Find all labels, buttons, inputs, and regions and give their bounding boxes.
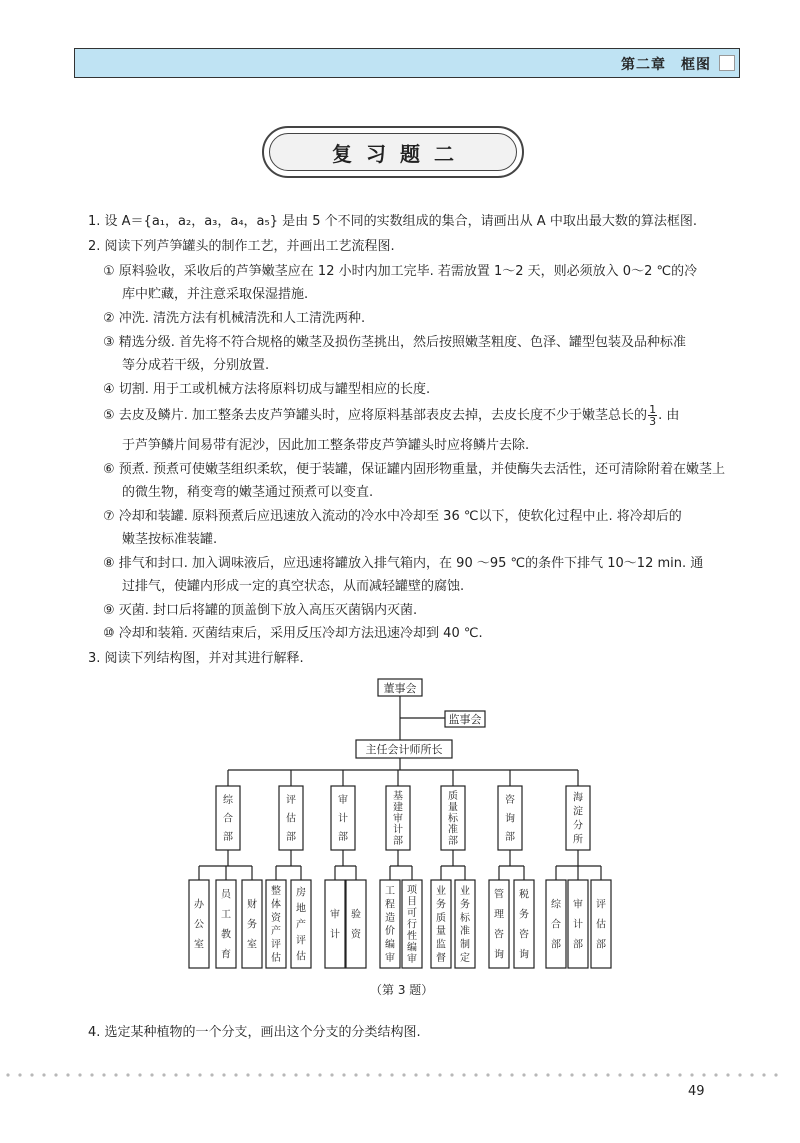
department-node-label: 基建审计部 [393,791,403,847]
supervisor-node-label: 监事会 [448,713,482,726]
question-2-intro: 2. 阅读下列芦笋罐头的制作工艺，并画出工艺流程图. [88,239,395,254]
leaf-node-label: 工程造价编审 [385,886,395,964]
q2-item-line: ⑧ 排气和封口. 加入调味液后，应迅速将罐放入排气箱内，在 90 ～95 ℃的条件下排气 10～12 min. 通 [103,556,704,571]
leaf-node-label: 项目可行性编审 [407,885,417,965]
leaf-node-label: 审计 [330,909,340,941]
leaf-node-label: 整体资产评估 [271,886,281,964]
department-node-label: 海淀分所 [573,792,583,846]
leaf-node-label: 业务标准制定 [460,886,470,964]
question-3-intro: 3. 阅读下列结构图，并对其进行解释. [88,651,304,666]
section-title: 复习题二 [332,141,468,166]
leaf-node-label: 办公室 [194,899,204,951]
leaf-node-label: 税务咨询 [519,889,529,961]
q2-item-line: ③ 精选分级. 首先将不符合规格的嫩茎及损伤茎挑出，然后按照嫩茎粗度、色泽、罐型包装及品种标准 [103,335,687,350]
leaf-node-label: 验资 [351,909,361,941]
director-node-label: 主任会计师所长 [365,743,443,756]
fraction: $\frac{1}{3}$ [649,403,657,428]
department-node-label: 质量标准部 [448,791,458,847]
q2-item-line: ① 原料验收，采收后的芦笋嫩茎应在 12 小时内加工完毕. 若需放置 1～2 天，则必须放入 0～2 ℃的冷 [103,264,698,279]
root-node-label: 董事会 [383,682,417,695]
q2-item-line: ④ 切割. 用于工或机械方法将原料切成与罐型相应的长度. [103,382,431,397]
q2-item-line: 嫩茎按标准装罐. [122,532,218,547]
department-node-label: 咨询部 [505,794,515,844]
page-number: 49 [688,1084,705,1099]
leaf-node-label: 房地产评估 [296,887,306,963]
department-node-label: 综合部 [223,794,233,844]
leaf-node-label: 综合部 [551,899,561,951]
leaf-node-label: 员工教育 [221,889,231,961]
dotted-divider [0,1072,800,1078]
leaf-node-label: 财务室 [247,899,257,951]
leaf-node [325,880,345,968]
q2-item-line: 库中贮藏，并注意采取保湿措施. [122,287,309,302]
q2-item-line: 过排气，使罐内形成一定的真空状态，从而减轻罐壁的腐蚀. [122,579,465,594]
question-4: 4. 选定某种植物的一个分支，画出这个分支的分类结构图. [88,1025,421,1040]
q2-item-line: ⑥ 预煮. 预煮可使嫩茎组织柔软，便于装罐，保证罐内固形物重量，并使酶失去活性，还可清除附着在嫩茎上 [103,462,726,477]
leaf-node-label: 评估部 [596,899,606,951]
question-1: 1. 设 A＝{a₁，a₂，a₃，a₄，a₅} 是由 5 个不同的实数组成的集合，请画出从 A 中取出最大数的算法框图. [88,214,697,229]
q2-item-5-line: ⑤ 去皮及鳞片. 加工整条去皮芦笋罐头时，应将原料基部表皮去掉，去皮长度不少于嫩茎总长的 $\frac{1}{3}$ . 由 [103,403,680,428]
figure-caption: （第 3 题） [370,983,434,997]
leaf-node-label: 审计部 [573,899,583,951]
chapter-title: 第二章 框图 [621,57,711,73]
q2-item-line: ⑦ 冷却和装罐. 原料预煮后应迅速放入流动的冷水中冷却至 36 ℃以下，使软化过程中止. 将冷却后的 [103,509,682,524]
department-node-label: 评估部 [286,794,296,844]
q2-item-line: ⑩ 冷却和装箱. 灭菌结束后，采用反压冷却方法迅速冷却到 40 ℃. [103,626,483,641]
q2-item-line: 等分成若干级，分别放置. [122,358,270,373]
department-node-label: 审计部 [338,794,348,844]
leaf-node [346,880,366,968]
q2-item-line: 的微生物，稍变弯的嫩茎通过预煮可以变直. [122,485,374,500]
q2-item-line: ⑨ 灭菌. 封口后将罐的顶盖倒下放入高压灭菌锅内灭菌. [103,603,418,618]
leaf-node-label: 管理咨询 [494,889,504,961]
q2-item-line: ② 冲洗. 清洗方法有机械清洗和人工清洗两种. [103,311,366,326]
leaf-node-label: 业务质量监督 [436,886,446,964]
q2-item-line: 于芦笋鳞片间易带有泥沙，因此加工整条带皮芦笋罐头时应将鳞片去除. [122,438,530,453]
